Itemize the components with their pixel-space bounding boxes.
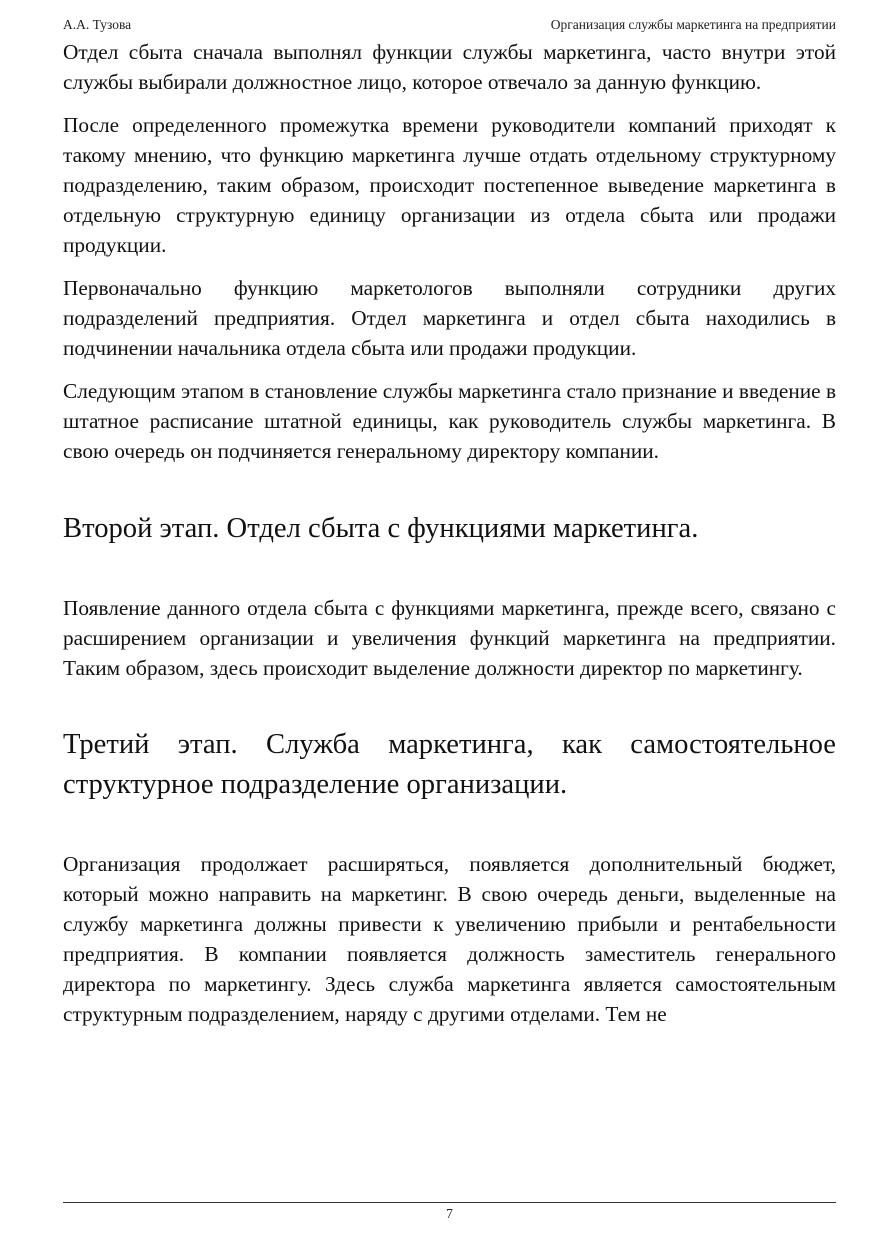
- paragraph-4: Следующим этапом в становление службы маркетинга стало признание и введение в штатное расписание штатной единицы, как руководитель службы маркетинга. В свою очередь он подчиняется генеральному директору компании.: [63, 379, 836, 463]
- paragraph-6: Организация продолжает расширяться, появляется дополнительный бюджет, который можно направить на маркетинг. В свою очередь деньги, выделенные на службу маркетинга должны привести к увеличению прибыли и рентабельности предприятия. В компании появляется должность заместитель генерального директора по маркетингу. Здесь служба маркетинга является самостоятельным структурным подразделением, наряду с другими отделами. Тем не: [63, 852, 836, 1026]
- heading-third-stage: Третий этап. Служба маркетинга, как самостоятельное структурное подразделение организации.: [63, 729, 836, 800]
- footer-rule: [63, 1202, 836, 1203]
- header-title: Организация службы маркетинга на предприятии: [550, 17, 836, 32]
- heading-second-stage: Второй этап. Отдел сбыта с функциями маркетинга.: [63, 513, 699, 544]
- paragraph-2: После определенного промежутка времени руководители компаний приходят к такому мнению, что функцию маркетинга лучше отдать отдельному структурному подразделению, таким образом, происходит постепенное выведение маркетинга в отдельную структурную единицу организации из отдела сбыта или продажи продукции.: [63, 113, 836, 257]
- document-page: [63, 0, 836, 1241]
- header-author: А.А. Тузова: [63, 17, 132, 32]
- page-number: 7: [446, 1206, 453, 1221]
- page-content: [63, 37, 836, 1029]
- paragraph-1: Отдел сбыта сначала выполнял функции службы маркетинга, часто внутри этой службы выбирали должностное лицо, которое отвечало за данную функцию.: [63, 40, 836, 94]
- paragraph-3: Первоначально функцию маркетологов выполняли сотрудники других подразделений предприятия. Отдел маркетинга и отдел сбыта находились в подчинении начальника отдела сбыта или продажи продукции.: [63, 276, 836, 360]
- paragraph-5: Появление данного отдела сбыта с функциями маркетинга, прежде всего, связано с расширением организации и увеличения функций маркетинга на предприятии. Таким образом, здесь происходит выделение должности директор по маркетингу.: [63, 596, 836, 680]
